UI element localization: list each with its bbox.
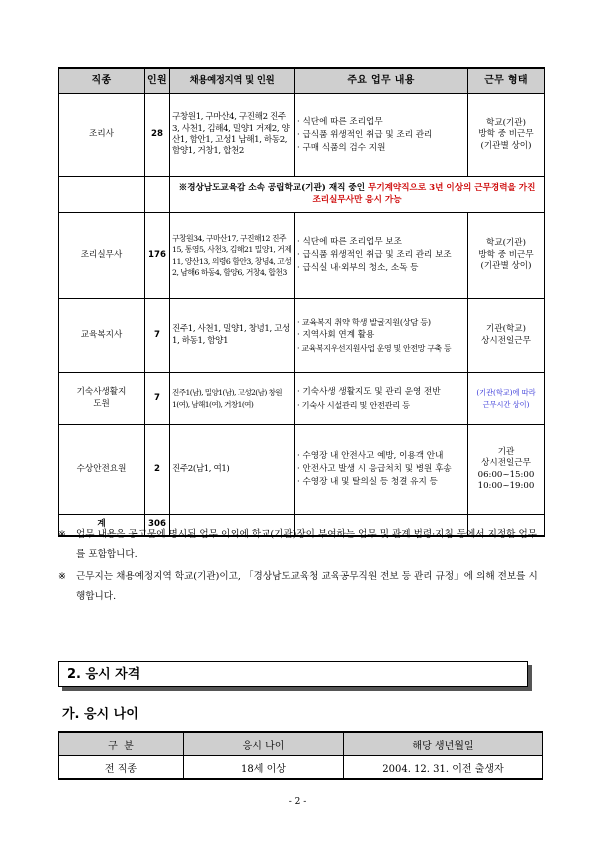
worktype-line: 06:00~15:00 (477, 469, 535, 480)
notice-spacer (145, 177, 170, 213)
notice-spacer (59, 177, 145, 213)
job-duties (295, 299, 468, 373)
duty-item: · 기숙사생 생활지도 및 관리 운영 전반 (297, 386, 441, 397)
job-count: 2 (145, 425, 170, 515)
job-name: 교육복지사 (59, 299, 145, 373)
note-text: 업무 내용은 공고문에 명시된 업무 이외에 학교(기관)장이 부여하는 업무 및 관계 법령·지침 등에서 지정한 업무를 포함합니다. (76, 529, 538, 560)
job-region: 진주2(남1, 여1) (170, 425, 295, 515)
job-region: 구창원1, 구마산4, 구진해2 진주3, 사천1, 김해4, 밀양1 거제2, 양산1, 함안1, 고성1 남해1, 하동2, 함양1, 거창1, 합천2 (170, 94, 295, 177)
section-title: 2. 응시 자격 (58, 661, 528, 687)
notes (58, 525, 544, 609)
job-duties (295, 213, 468, 299)
header-category: 구 분 (59, 732, 184, 756)
duty-item: · 안전사고 발생 시 응급처치 및 병원 후송 (297, 464, 452, 474)
worktype-line: 학교(기관) (486, 238, 526, 249)
duty-item: · 급식품 위생적인 취급 및 조리 관리 (297, 129, 433, 140)
duty-item: · 기숙사 시설관리 및 안전관리 등 (297, 399, 410, 410)
worktype-line: (기관(학교)에 따라 (476, 388, 536, 398)
header-count: 인원 (145, 68, 170, 94)
worktype-line: 상시전일근무 (481, 335, 531, 346)
note-mark: ※ (58, 571, 67, 582)
job-worktype (468, 373, 545, 425)
job-count: 7 (145, 299, 170, 373)
header-job: 직종 (59, 68, 145, 94)
duty-item: · 수영장 내 및 탈의실 등 청결 유지 등 (297, 477, 438, 487)
job-worktype (468, 299, 545, 373)
job-count: 7 (145, 373, 170, 425)
job-worktype (468, 94, 545, 177)
note-item (58, 567, 544, 607)
worktype-line: 근무시간 상이) (482, 399, 530, 409)
worktype-line: 기관(학교) (486, 324, 526, 335)
jobs-table (58, 67, 545, 537)
age-category: 전 직종 (59, 756, 184, 780)
job-worktype (468, 425, 545, 515)
table-row (59, 425, 545, 515)
total-label: 계 (59, 515, 145, 537)
worktype-line: 상시전일근무 (481, 458, 531, 469)
duty-item: · 교육복지우선지원사업 운영 및 안전망 구축 등 (297, 344, 452, 353)
page-number: - 2 - (288, 797, 307, 807)
table-row (59, 213, 545, 299)
worktype-line: 학교(기관) (486, 117, 526, 128)
job-worktype (468, 213, 545, 299)
experience-notice (170, 177, 545, 213)
duty-item: · 식단에 따른 조리업무 (297, 116, 383, 127)
duty-item: · 교육복지 취약 학생 발굴지원(상담 등) (297, 317, 431, 327)
job-name: 기숙사생활지도원 (59, 373, 145, 425)
subsection-title: 가. 응시 나이 (62, 707, 139, 722)
job-name: 조리사 (59, 94, 145, 177)
notice-row (59, 177, 545, 213)
duty-item: · 급식실 내·외부의 청소, 소독 등 (297, 263, 419, 273)
table-row (59, 373, 545, 425)
job-count: 176 (145, 213, 170, 299)
table-row (59, 94, 545, 177)
table-row (59, 756, 543, 780)
job-region: 구창원34, 구마산17, 구진해12 진주15, 통영5, 사천3, 김해21 밀양1, 거제11, 양산13, 의령6 함안3, 창녕4, 고성2, 남해6 하동4, 함양6, 거창4, 합천3 (170, 213, 295, 299)
duty-item: · 지역사회 연계 활용 (297, 330, 375, 340)
total-count: 306 (145, 515, 170, 537)
age-table-header (59, 732, 543, 756)
worktype-line: 10:00~19:00 (477, 480, 535, 491)
notice-text: ※경상남도교육감 소속 공립학교(기관) 재직 중인 (178, 183, 369, 194)
job-duties (295, 425, 468, 515)
header-birthdate: 해당 생년월일 (344, 732, 543, 756)
job-region: 진주1, 사천1, 밀양1, 창녕1, 고성1, 하동1, 함양1 (170, 299, 295, 373)
header-region: 채용예정지역 및 인원 (170, 68, 295, 94)
note-item (58, 525, 544, 565)
worktype-line: 방학 중 비근무 (478, 249, 534, 260)
worktype-line: (기관별 상이) (480, 261, 532, 272)
worktype-line: 방학 중 비근무 (478, 129, 534, 140)
note-text: 근무지는 채용예정지역 학교(기관)이고, 「경상남도교육청 교육공무직원 전보 등 관리 규정」에 의해 전보를 시행합니다. (76, 571, 538, 602)
job-name: 조리실무사 (59, 213, 145, 299)
duty-item: · 구매 식품의 검수 지원 (297, 142, 386, 153)
worktype-line: (기관별 상이) (480, 140, 532, 151)
job-duties (295, 373, 468, 425)
job-name: 수상안전요원 (59, 425, 145, 515)
duty-item: · 식단에 따른 조리업무 보조 (297, 237, 402, 247)
job-count: 28 (145, 94, 170, 177)
age-table (58, 731, 543, 780)
duty-item: · 수영장 내 안전사고 예방, 이용객 안내 (297, 451, 444, 461)
duty-item: · 급식품 위생적인 취급 및 조리 관리 보조 (297, 250, 452, 260)
age-value: 18세 이상 (184, 756, 344, 780)
birthdate-value: 2004. 12. 31. 이전 출생자 (344, 756, 543, 780)
notice-highlight: 무기계약직으로 3년 이상의 근무경력을 가진 조리실무사만 응시 가능 (312, 183, 536, 205)
note-mark: ※ (58, 529, 67, 540)
worktype-line: 기관 (497, 446, 515, 457)
header-age: 응시 나이 (184, 732, 344, 756)
header-duties: 주요 업무 내용 (295, 68, 468, 94)
jobs-table-header (59, 68, 545, 94)
job-region: 진주1(남), 밀양1(남), 고성2(남) 창원1(여), 남해1(여), 거창1(여) (170, 373, 295, 425)
table-row (59, 299, 545, 373)
header-worktype: 근무 형태 (468, 68, 545, 94)
job-duties (295, 94, 468, 177)
